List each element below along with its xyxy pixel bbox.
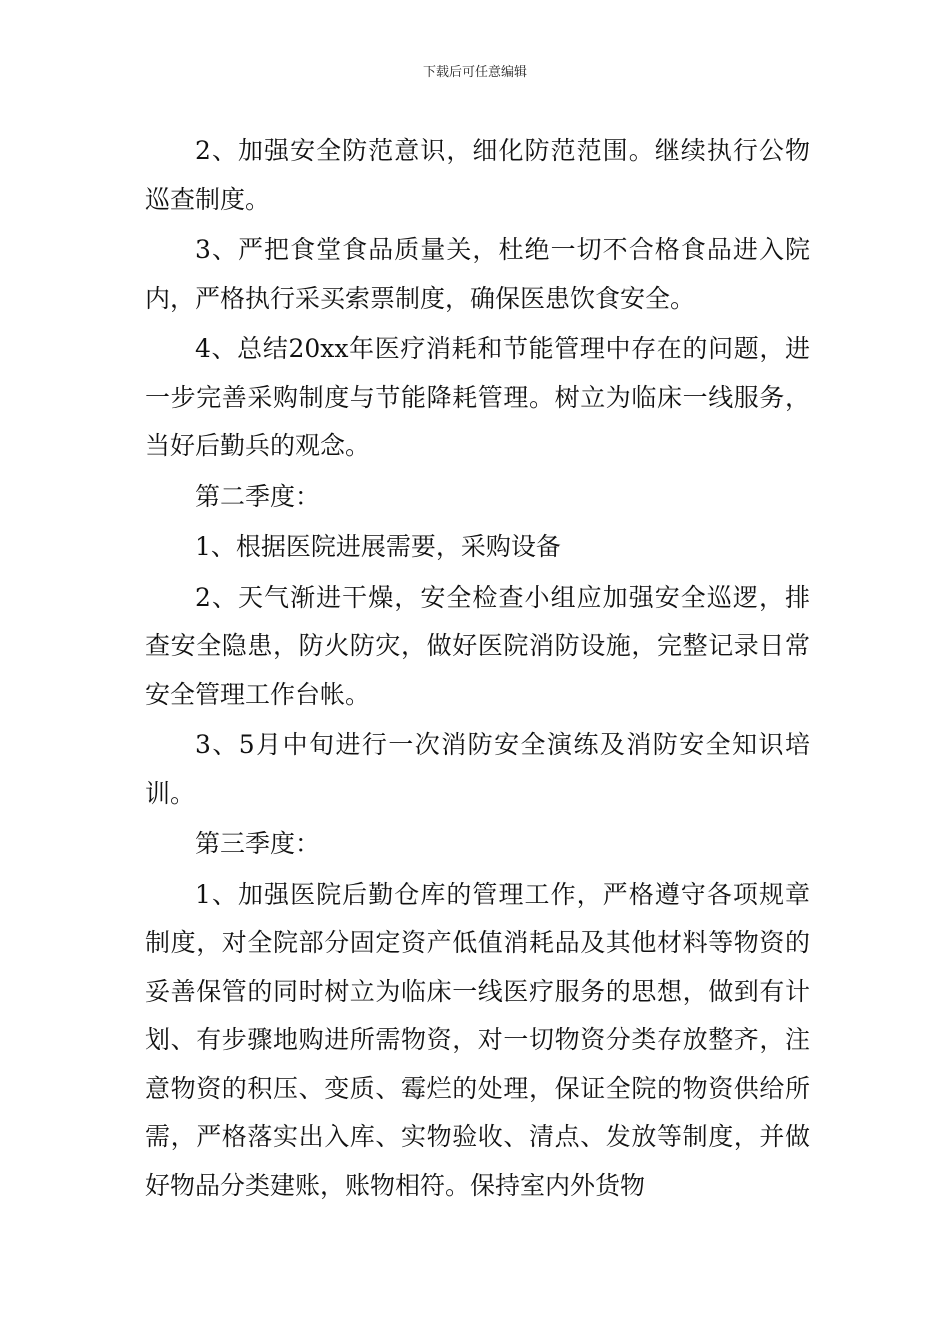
section-heading-q2: 第二季度： [195, 481, 321, 511]
paragraph-item-4-summary: 4、总结20xx年医疗消耗和节能管理中存在的问题，进一步完善采购制度与节能降耗管理。树立为临床一线服务，当好后勤兵的观念。 [145, 334, 810, 460]
paragraph-item-2-security: 2、加强安全防范意识，细化防范范围。继续执行公物巡查制度。 [145, 136, 810, 214]
section-heading-q3: 第三季度： [195, 829, 321, 858]
paragraph-item-3-canteen: 3、严把食堂食品质量关，杜绝一切不合格食品进入院内，严格执行采买索票制度，确保医患饮食安全。 [145, 235, 810, 313]
paragraph-item-3-drill: 3、5月中旬进行一次消防安全演练及消防安全知识培训。 [145, 730, 810, 808]
document-body [145, 127, 810, 1210]
page-header-note: 下载后可任意编辑 [422, 65, 527, 80]
paragraph-item-1-warehouse: 1、加强医院后勤仓库的管理工作，严格遵守各项规章制度，对全院部分固定资产低值消耗品及其他材料等物资的妥善保管的同时树立为临床一线医疗服务的思想，做到有计划、有步骤地购进所需物资，对一切物资分类存放整齐，注意物资的积压、变质、霉烂的处理，保证全院的物资供给所需，严格落实出入库、实物验收、清点、发放等制度，并做好物品分类建账，账物相符。保持室内外货物 [145, 879, 810, 1200]
paragraph-item-2-patrol: 2、天气渐进干燥，安全检查小组应加强安全巡逻，排查安全隐患，防火防灾，做好医院消防设施，完整记录日常安全管理工作台帐。 [145, 582, 810, 709]
paragraph-item-1-equipment: 1、根据医院进展需要，采购设备 [195, 532, 561, 561]
